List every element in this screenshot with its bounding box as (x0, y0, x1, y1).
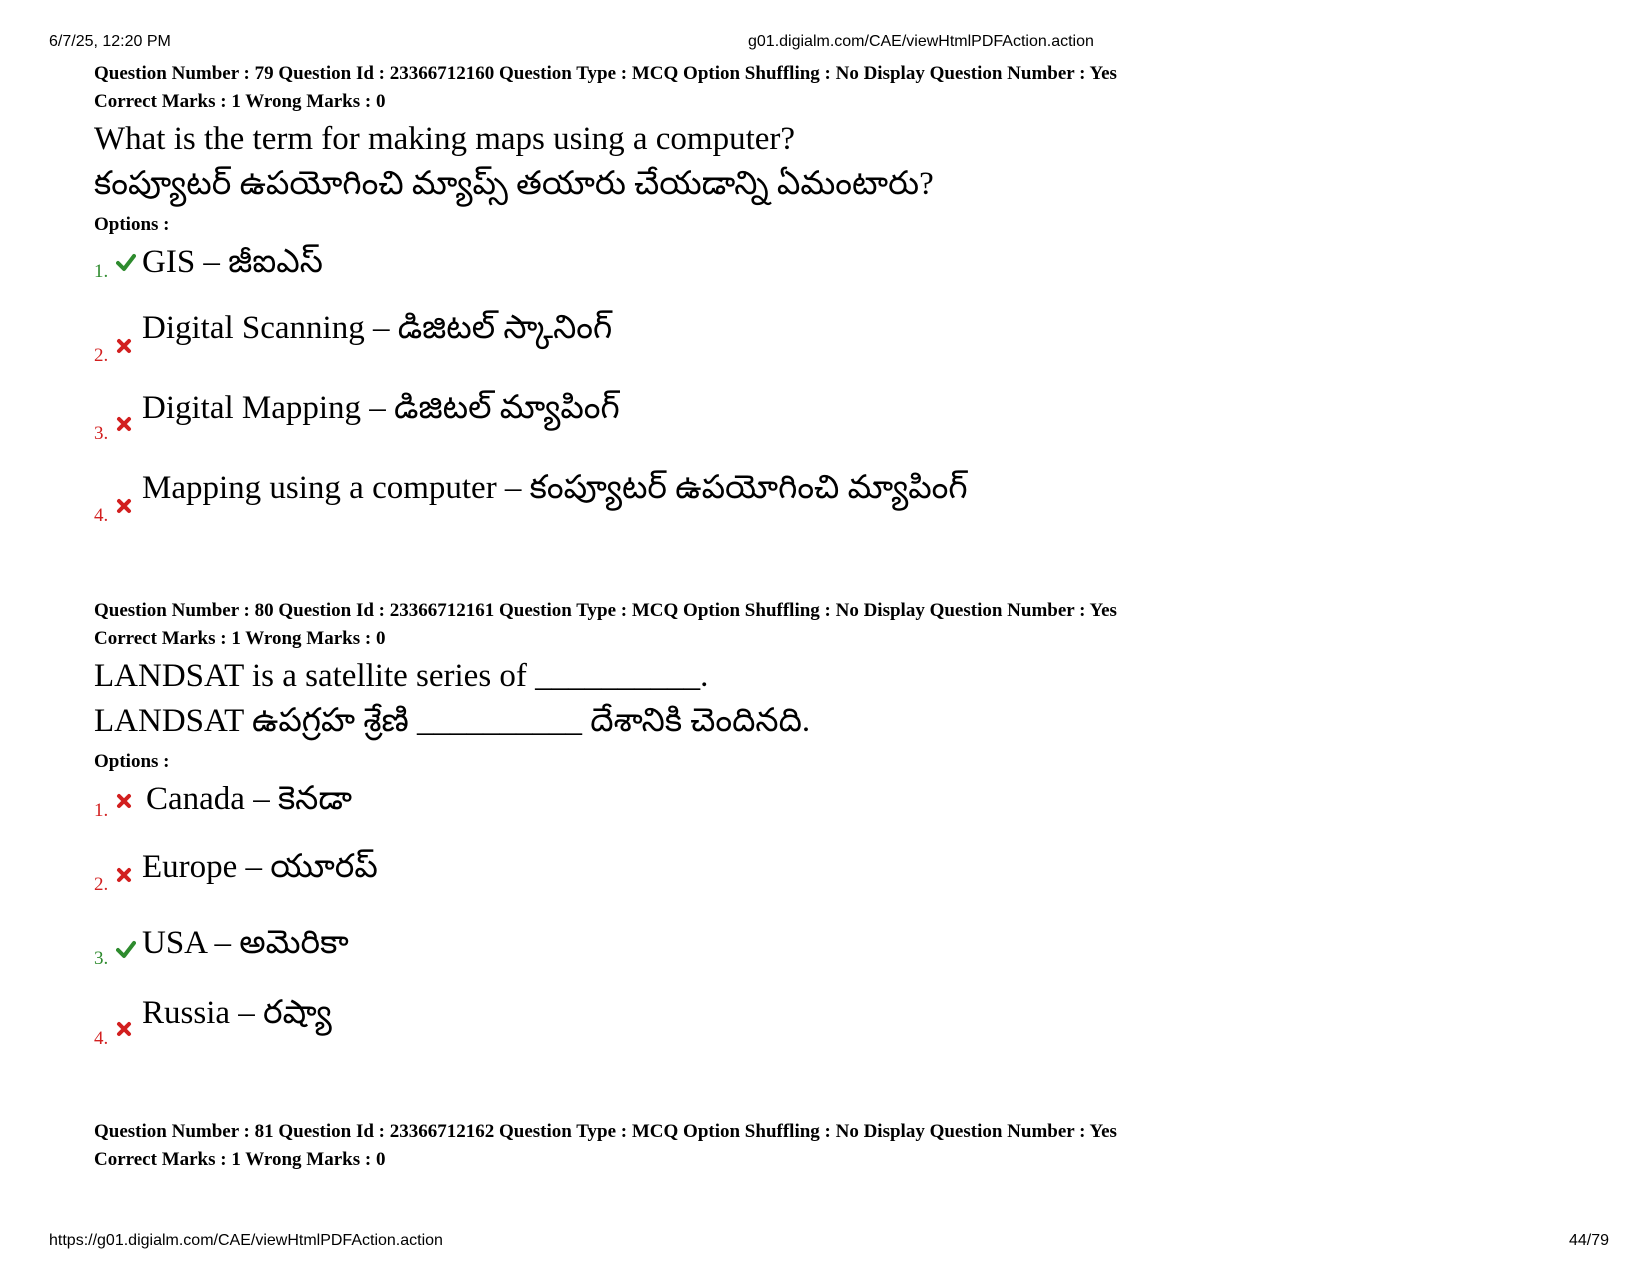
cross-icon (116, 338, 132, 359)
question-meta: Question Number : 80 Question Id : 23366712161 Question Type : MCQ Option Shuffling : No Display Question Number : Yes (94, 600, 1117, 621)
print-header (0, 33, 1651, 53)
cross-icon (116, 793, 132, 814)
question-block-79 (94, 60, 1594, 538)
question-marks: Correct Marks : 1 Wrong Marks : 0 (94, 628, 386, 649)
option-2 (94, 847, 1394, 897)
print-footer-url: https://g01.digialm.com/CAE/viewHtmlPDFAction.action (49, 1232, 443, 1249)
option-text: Digital Scanning – డిజిటల్ స్కానింగ్ (142, 310, 613, 346)
question-text-en: What is the term for making maps using a computer? (94, 121, 796, 157)
cross-icon (116, 867, 132, 888)
question-text-en: LANDSAT is a satellite series of __________. (94, 658, 709, 694)
question-block-80 (94, 597, 1594, 1075)
option-text: Europe – యూరప్ (142, 849, 378, 885)
question-block-81 (94, 1118, 1594, 1174)
option-1 (94, 238, 1394, 288)
option-number: 3. (94, 423, 109, 444)
option-text: Canada – కెనడా (146, 781, 353, 817)
question-marks: Correct Marks : 1 Wrong Marks : 0 (94, 91, 386, 112)
question-text-te: కంప్యూటర్ ఉపయోగించి మ్యాప్స్ తయారు చేయడాన్ని ఏమంటారు? (94, 166, 934, 202)
option-1 (94, 775, 1394, 825)
question-marks: Correct Marks : 1 Wrong Marks : 0 (94, 1149, 386, 1170)
print-header-url: g01.digialm.com/CAE/viewHtmlPDFAction.action (748, 33, 1094, 50)
option-number: 4. (94, 1028, 109, 1049)
cross-icon (116, 498, 132, 519)
options-label: Options : (94, 751, 170, 772)
cross-icon (116, 416, 132, 437)
option-text: GIS – జీఐఎస్ (142, 244, 323, 280)
question-meta: Question Number : 81 Question Id : 23366712162 Question Type : MCQ Option Shuffling : No Display Question Number : Yes (94, 1121, 1117, 1142)
option-number: 1. (94, 261, 109, 282)
check-icon (116, 252, 136, 277)
option-4 (94, 993, 1394, 1049)
page-number: 44/79 (1568, 1232, 1609, 1249)
option-2 (94, 308, 1394, 366)
option-4 (94, 468, 1394, 526)
option-text: Russia – రష్యా (142, 995, 332, 1031)
print-footer (0, 1232, 1651, 1252)
option-number: 2. (94, 874, 109, 895)
option-number: 4. (94, 505, 109, 526)
option-number: 1. (94, 800, 109, 821)
option-number: 2. (94, 345, 109, 366)
option-3 (94, 388, 1394, 444)
question-meta: Question Number : 79 Question Id : 23366712160 Question Type : MCQ Option Shuffling : No Display Question Number : Yes (94, 63, 1117, 84)
print-datetime: 6/7/25, 12:20 PM (49, 33, 171, 50)
option-text: Digital Mapping – డిజిటల్ మ్యాపింగ్ (142, 390, 620, 426)
cross-icon (116, 1021, 132, 1042)
options-label: Options : (94, 214, 170, 235)
option-text: USA – అమెరికా (142, 925, 349, 961)
option-text: Mapping using a computer – కంప్యూటర్ ఉపయోగించి మ్యాపింగ్ (142, 470, 968, 506)
question-text-te: LANDSAT ఉపగ్రహ శ్రేణి __________ దేశానికి చెందినది. (94, 703, 811, 739)
option-3 (94, 923, 1394, 973)
check-icon (116, 939, 136, 964)
option-number: 3. (94, 948, 109, 969)
